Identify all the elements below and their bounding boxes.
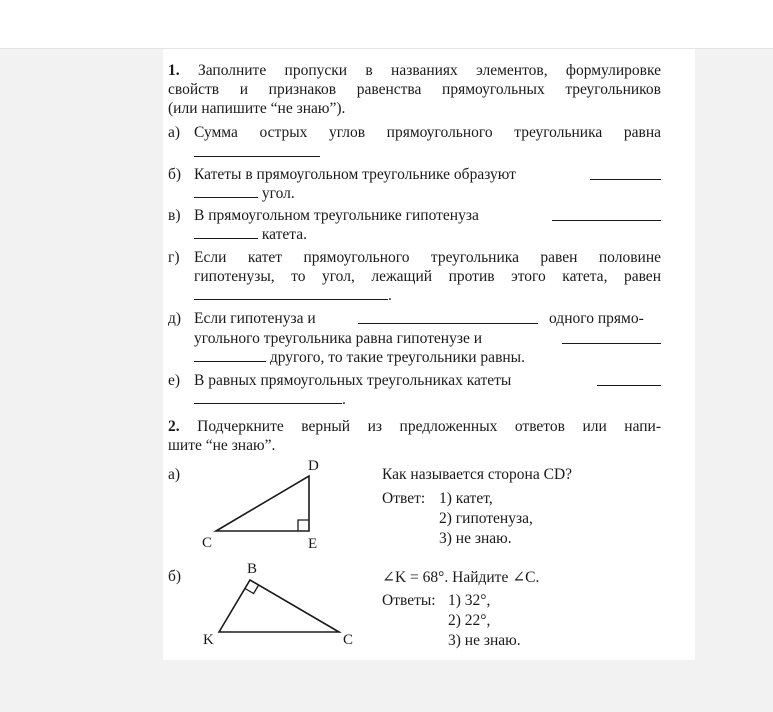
task1-e-line2 (194, 390, 346, 410)
browser-top-bar (0, 0, 773, 49)
task1-d-text2: угольного треугольника равна гипотенузе и (194, 330, 482, 347)
vertex-label-c2: C (343, 632, 354, 648)
task1-g-line3 (194, 286, 392, 306)
task2-b-marker: б) (168, 568, 182, 585)
task1-b-marker: б) (168, 166, 182, 183)
task1-intro-text1: Заполните пропуски в названиях элементов, формулировке (197, 62, 661, 79)
task1-v-marker: в) (168, 207, 181, 224)
task2-b-question: ∠K = 68°. Найдите ∠C. (382, 569, 540, 586)
task1-d-marker: д) (168, 310, 182, 327)
task1-intro-line1 (168, 61, 661, 81)
task2-a-question: Как называется сторона CD? (382, 466, 573, 483)
task1-intro-line3: (или напишите “не знаю”). (168, 100, 346, 117)
worksheet-page (163, 49, 695, 660)
task1-d-text3: другого, то такие треугольники равны. (269, 349, 525, 366)
task2-a-option-1[interactable]: 1) катет, (439, 490, 493, 507)
task1-d-blank1[interactable] (358, 310, 538, 324)
task1-intro-line2: свойств и признаков равенства прямоугольных треугольников (168, 81, 661, 98)
task1-a-text: Сумма острых углов прямоугольного треугольника равна (194, 124, 661, 141)
task2-number: 2. (168, 418, 180, 435)
task2-a-option-2[interactable]: 2) гипотенуза, (439, 510, 533, 527)
task1-a-marker: а) (168, 124, 181, 141)
right-angle-mark-e (298, 520, 309, 531)
task2-intro-line1 (168, 417, 661, 437)
task1-v-text2: катета. (261, 226, 308, 243)
task1-g-text1: Если катет прямоугольного треугольника равен половине (194, 249, 661, 266)
vertex-label-e: E (308, 536, 318, 552)
vertex-label-b: B (247, 561, 258, 577)
task2-b-option-3[interactable]: 3) не знаю. (448, 632, 521, 649)
task2-a-marker: а) (168, 466, 181, 483)
task1-v-line2 (194, 225, 307, 245)
task1-g-text2: гипотенузы, то угол, лежащий против этого катета, равен (194, 268, 661, 285)
triangle-cde (216, 476, 309, 531)
task1-d-blank2[interactable] (562, 330, 661, 344)
task1-b-text1: Катеты в прямоугольном треугольнике образуют (194, 166, 516, 183)
task1-e-marker: е) (168, 372, 181, 389)
task1-v-blank1[interactable] (552, 207, 661, 221)
task1-d-line3 (194, 348, 525, 368)
task1-d-text1b: одного прямо- (549, 310, 644, 327)
task1-e-text: В равных прямоугольных треугольниках катеты (194, 372, 512, 389)
task2-a-answer-label: Ответ: (382, 490, 426, 507)
task2-b-answer-label: Ответы: (382, 592, 436, 609)
vertex-label-d: D (308, 458, 319, 474)
task2-intro-line2: шите “не знаю”. (168, 437, 276, 454)
task1-d-text1a: Если гипотенуза и (194, 310, 316, 327)
task1-g-end: . (388, 287, 392, 304)
task1-g-marker: г) (168, 249, 180, 266)
task1-v-text1: В прямоугольном треугольнике гипотенуза (194, 207, 479, 224)
task1-v-blank2[interactable] (194, 225, 258, 239)
task1-e-blank1[interactable] (597, 372, 661, 386)
task1-b-text2: угол. (261, 185, 295, 202)
task1-g-blank[interactable] (194, 286, 388, 300)
task1-d-blank3[interactable] (194, 348, 266, 362)
vertex-label-c: C (202, 535, 213, 551)
task1-b-blank2[interactable] (194, 184, 258, 198)
task2-b-triangle (163, 49, 164, 50)
task1-b-line2 (194, 184, 295, 204)
task1-e-blank2[interactable] (194, 390, 342, 404)
task1-b-blank1[interactable] (590, 166, 661, 180)
vertex-label-k: K (203, 632, 214, 648)
triangle-bkc (219, 580, 339, 632)
task1-e-end: . (342, 391, 346, 408)
task2-intro-text1: Подчеркните верный из предложенных ответов или напи- (197, 418, 661, 435)
task2-b-option-2[interactable]: 2) 22°, (448, 612, 491, 629)
task2-b-option-1[interactable]: 1) 32°, (448, 592, 491, 609)
task2-a-option-3[interactable]: 3) не знаю. (439, 530, 512, 547)
task1-a-blank[interactable] (194, 143, 320, 157)
task1-a-line2 (194, 143, 320, 163)
task1-number: 1. (168, 62, 180, 79)
